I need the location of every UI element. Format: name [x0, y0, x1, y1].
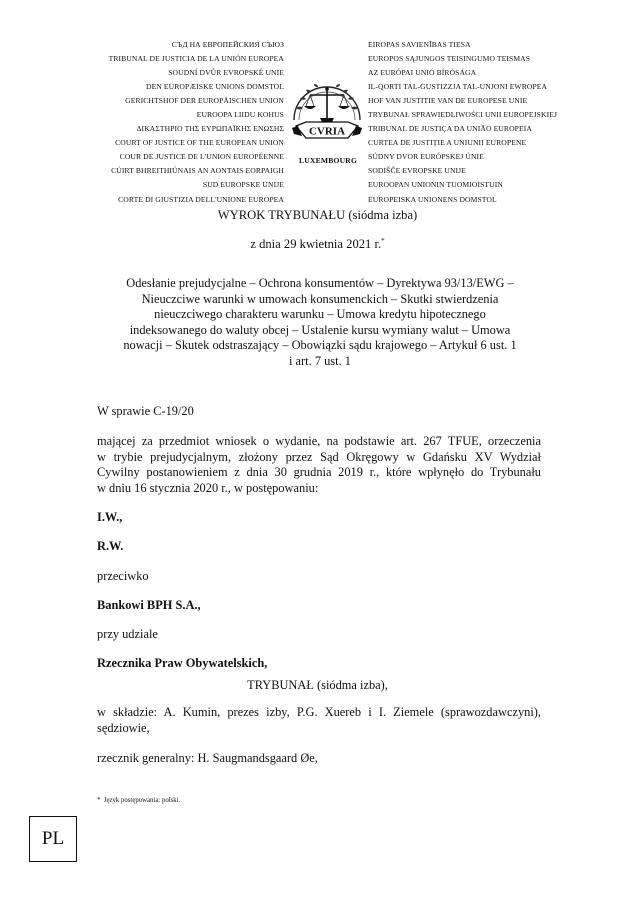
court-emblem-icon [282, 68, 372, 158]
party-applicant-1: I.W., [97, 510, 123, 524]
court-chamber: TRYBUNAŁ (siódma izba), [247, 678, 388, 692]
summary-line: Nieuczciwe warunki w umowach konsumenckich – Skutki stwierdzenia [141, 291, 499, 306]
party-applicant-2: R.W. [97, 539, 124, 553]
court-name: TRIBUNAL DE JUSTIÇA DA UNIÃO EUROPEIA [368, 124, 532, 134]
summary-line: nieuczciwego charakteru warunku – Umowa kredytu hipotecznego [154, 307, 486, 321]
court-names-right [368, 38, 557, 207]
court-name: COURT OF JUSTICE OF THE EUROPEAN UNION [115, 138, 284, 148]
case-number: W sprawie C-19/20 [97, 404, 194, 418]
court-name: SUD EUROPSKE UNIJE [202, 180, 284, 190]
subject-line: Cywilny postanowieniem z dnia 30 grudnia 2019 r., które wpłynęło do Trybunału [97, 465, 541, 479]
footnote-marker: * [97, 797, 101, 804]
advocate-general: rzecznik generalny: H. Saugmandsgaard Øe, [97, 751, 318, 765]
court-name: TRYBUNAŁ SPRAWIEDLIWOŚCI UNII EUROPEJSKIEJ [368, 110, 558, 120]
court-name: EUROPEISKA UNIONENS DOMSTOL [368, 194, 497, 204]
court-name: СЪД НА ЕВРОПЕЙСКИЯ СЪЮЗ [171, 40, 284, 49]
court-name: GERICHTSHOF DER EUROPÄISCHEN UNION [125, 96, 284, 106]
composition-paragraph [97, 705, 541, 736]
language-code-box [29, 816, 77, 862]
court-name: SÚDNY DVOR EURÓPSKEJ ÚNIE [368, 152, 484, 162]
emblem-text: CVRIA [308, 125, 346, 138]
summary-keywords [118, 276, 522, 369]
court-name: EUROPOS SĄJUNGOS TEISINGUMO TEISMAS [368, 54, 531, 64]
party-defendant: Bankowi BPH S.A., [97, 598, 201, 612]
participation-label: przy udziale [97, 627, 158, 641]
date-text: z dnia 29 kwietnia 2021 r. [250, 237, 382, 252]
court-name: SOUDNÍ DVŮR EVROPSKÉ UNIE [168, 68, 284, 78]
composition-line: w składzie: A. Kumin, prezes izby, P.G. Xuereb i I. Ziemele (sprawozdawczyni), [97, 705, 541, 719]
against-label: przeciwko [97, 569, 149, 583]
court-names-left [109, 38, 284, 207]
summary-line: Odesłanie prejudycjalne – Ochrona konsumentów – Dyrektywa 93/13/EWG – [126, 276, 514, 290]
court-name: EUROOPAN UNIONIN TUOMIOISTUIN [368, 180, 503, 190]
subject-paragraph [97, 434, 541, 496]
footnote-text: Język postępowania: polski. [103, 797, 181, 804]
subject-line: w dniu 16 stycznia 2020 r., w postępowaniu: [97, 480, 319, 495]
court-name: HOF VAN JUSTITIE VAN DE EUROPESE UNIE [368, 96, 528, 106]
court-name: AZ EURÓPAI UNIÓ BÍRÓSÁGA [368, 68, 477, 78]
court-name: CURTEA DE JUSTIȚIE A UNIUNII EUROPENE [368, 138, 527, 148]
court-name: CORTE DI GIUSTIZIA DELL'UNIONE EUROPEA [118, 194, 284, 204]
court-name: EIROPAS SAVIENĪBAS TIESA [368, 40, 471, 49]
summary-line: i art. 7 ust. 1 [289, 353, 351, 368]
court-name: IL-QORTI TAL-ĠUSTIZZJA TAL-UNJONI EWROPEA [368, 82, 548, 92]
subject-line: mającej za przedmiot wniosek o wydanie, na podstawie art. 267 TFUE, orzeczenia [97, 434, 541, 448]
court-name: SODIŠČE EVROPSKE UNIJE [368, 166, 466, 176]
footnote-marker: * [381, 237, 385, 245]
footnote [97, 797, 180, 804]
composition-line: sędziowie, [97, 720, 150, 735]
court-name: EUROOPA LIIDU KOHUS [196, 110, 284, 120]
judgment-date [0, 237, 635, 252]
court-name: COUR DE JUSTICE DE L'UNION EUROPÉENNE [119, 152, 284, 162]
court-name: CÚIRT BHREITHIÚNAIS AN AONTAIS EORPAIGH [111, 166, 284, 176]
location-label: LUXEMBOURG [298, 156, 358, 165]
language-code: PL [41, 828, 65, 849]
court-name: ΔΙΚΑΣΤΗΡΙΟ ΤΗΣ ΕΥΡΩΠΑΪΚΗΣ ΕΝΩΣΗΣ [136, 124, 284, 134]
summary-line: nowacji – Skutek odstraszający – Obowiązki sądu krajowego – Artykuł 6 ust. 1 [123, 338, 517, 352]
subject-line: w trybie prejudycjalnym, złożony przez Sąd Okręgowy w Gdańsku XV Wydział [97, 449, 541, 464]
summary-line: indeksowanego do waluty obcej – Ustalenie kursu wymiany walut – Umowa [129, 322, 511, 337]
court-name: TRIBUNAL DE JUSTICIA DE LA UNIÓN EUROPEA [108, 54, 284, 64]
court-name: DEN EUROPÆISKE UNIONS DOMSTOL [146, 82, 284, 92]
judgment-heading: WYROK TRYBUNAŁU (siódma izba) [217, 208, 418, 222]
party-intervener: Rzecznika Praw Obywatelskich, [97, 656, 268, 670]
